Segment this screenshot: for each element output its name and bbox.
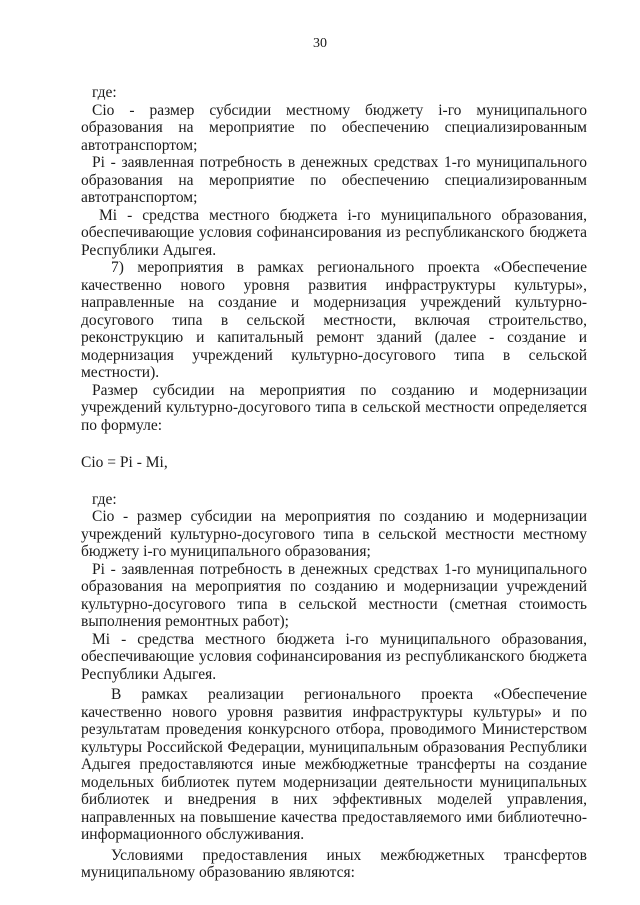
paragraph-item-7: 7) мероприятия в рамках регионального проекта «Обеспечение качественно нового уровня развития инфраструктуры культуры», направленные на создание и модернизация учреждений культурно-досугового типа в сельской местности, включая строительство, реконструкцию и капитальный ремонт зданий (далее - создание и модернизация учреждений культурно-досугового типа в сельской местности). xyxy=(81,259,587,381)
paragraph-mi-definition-1: Mi - средства местного бюджета i-го муниципального образования, обеспечивающие условия софинансирования из республиканского бюджета Республики Адыгея. xyxy=(81,206,587,259)
formula: Cio = Pi - Mi, xyxy=(81,454,168,471)
paragraph-where-1: где: xyxy=(92,84,117,101)
page-number: 30 xyxy=(313,36,327,51)
paragraph-conditions: Условиями предоставления иных межбюджетных трансфертов муниципальному образованию являются: xyxy=(81,846,587,881)
paragraph-cio-definition-2: Cio - размер субсидии на мероприятия по созданию и модернизации учреждений культурно-досугового типа в сельской местности местному бюджету i-го муниципального образования; xyxy=(81,508,587,560)
paragraph-cio-definition-1: Cio - размер субсидии местному бюджету i-го муниципального образования на мероприятие по обеспечению специализированным автотранспортом; xyxy=(81,101,587,154)
paragraph-model-libraries: В рамках реализации регионального проекта «Обеспечение качественно нового уровня развития инфраструктуры культуры» и по результатам проведения конкурсного отбора, проводимого Министерством культуры Российской Федерации, муниципальным образования Республики Адыгея предоставляются иные межбюджетные трансферты на создание модельных библиотек путем модернизации деятельности муниципальных библиотек и внедрения в них эффективных моделей управления, направленных на повышение качества предоставляемого ими библиотечно-информационного обслуживания. xyxy=(81,686,587,843)
paragraph-mi-definition-2: Mi - средства местного бюджета i-го муниципального образования, обеспечивающие условия софинансирования из республиканского бюджета Республики Адыгея. xyxy=(81,630,587,683)
document-body xyxy=(81,84,587,882)
paragraph-pi-definition-1: Pi - заявленная потребность в денежных средствах 1-го муниципального образования на мероприятие по обеспечению специализированным автотранспортом; xyxy=(81,154,587,206)
paragraph-pi-definition-2: Pi - заявленная потребность в денежных средствах 1-го муниципального образования на мероприятия по созданию и модернизации учреждений культурно-досугового типа в сельской местности (сметная стоимость выполнения ремонтных работ); xyxy=(81,560,587,630)
paragraph-subsidy-formula-intro: Размер субсидии на мероприятия по созданию и модернизации учреждений культурно-досугового типа в сельской местности определяется по формуле: xyxy=(81,381,587,434)
paragraph-where-2: где: xyxy=(92,490,117,508)
